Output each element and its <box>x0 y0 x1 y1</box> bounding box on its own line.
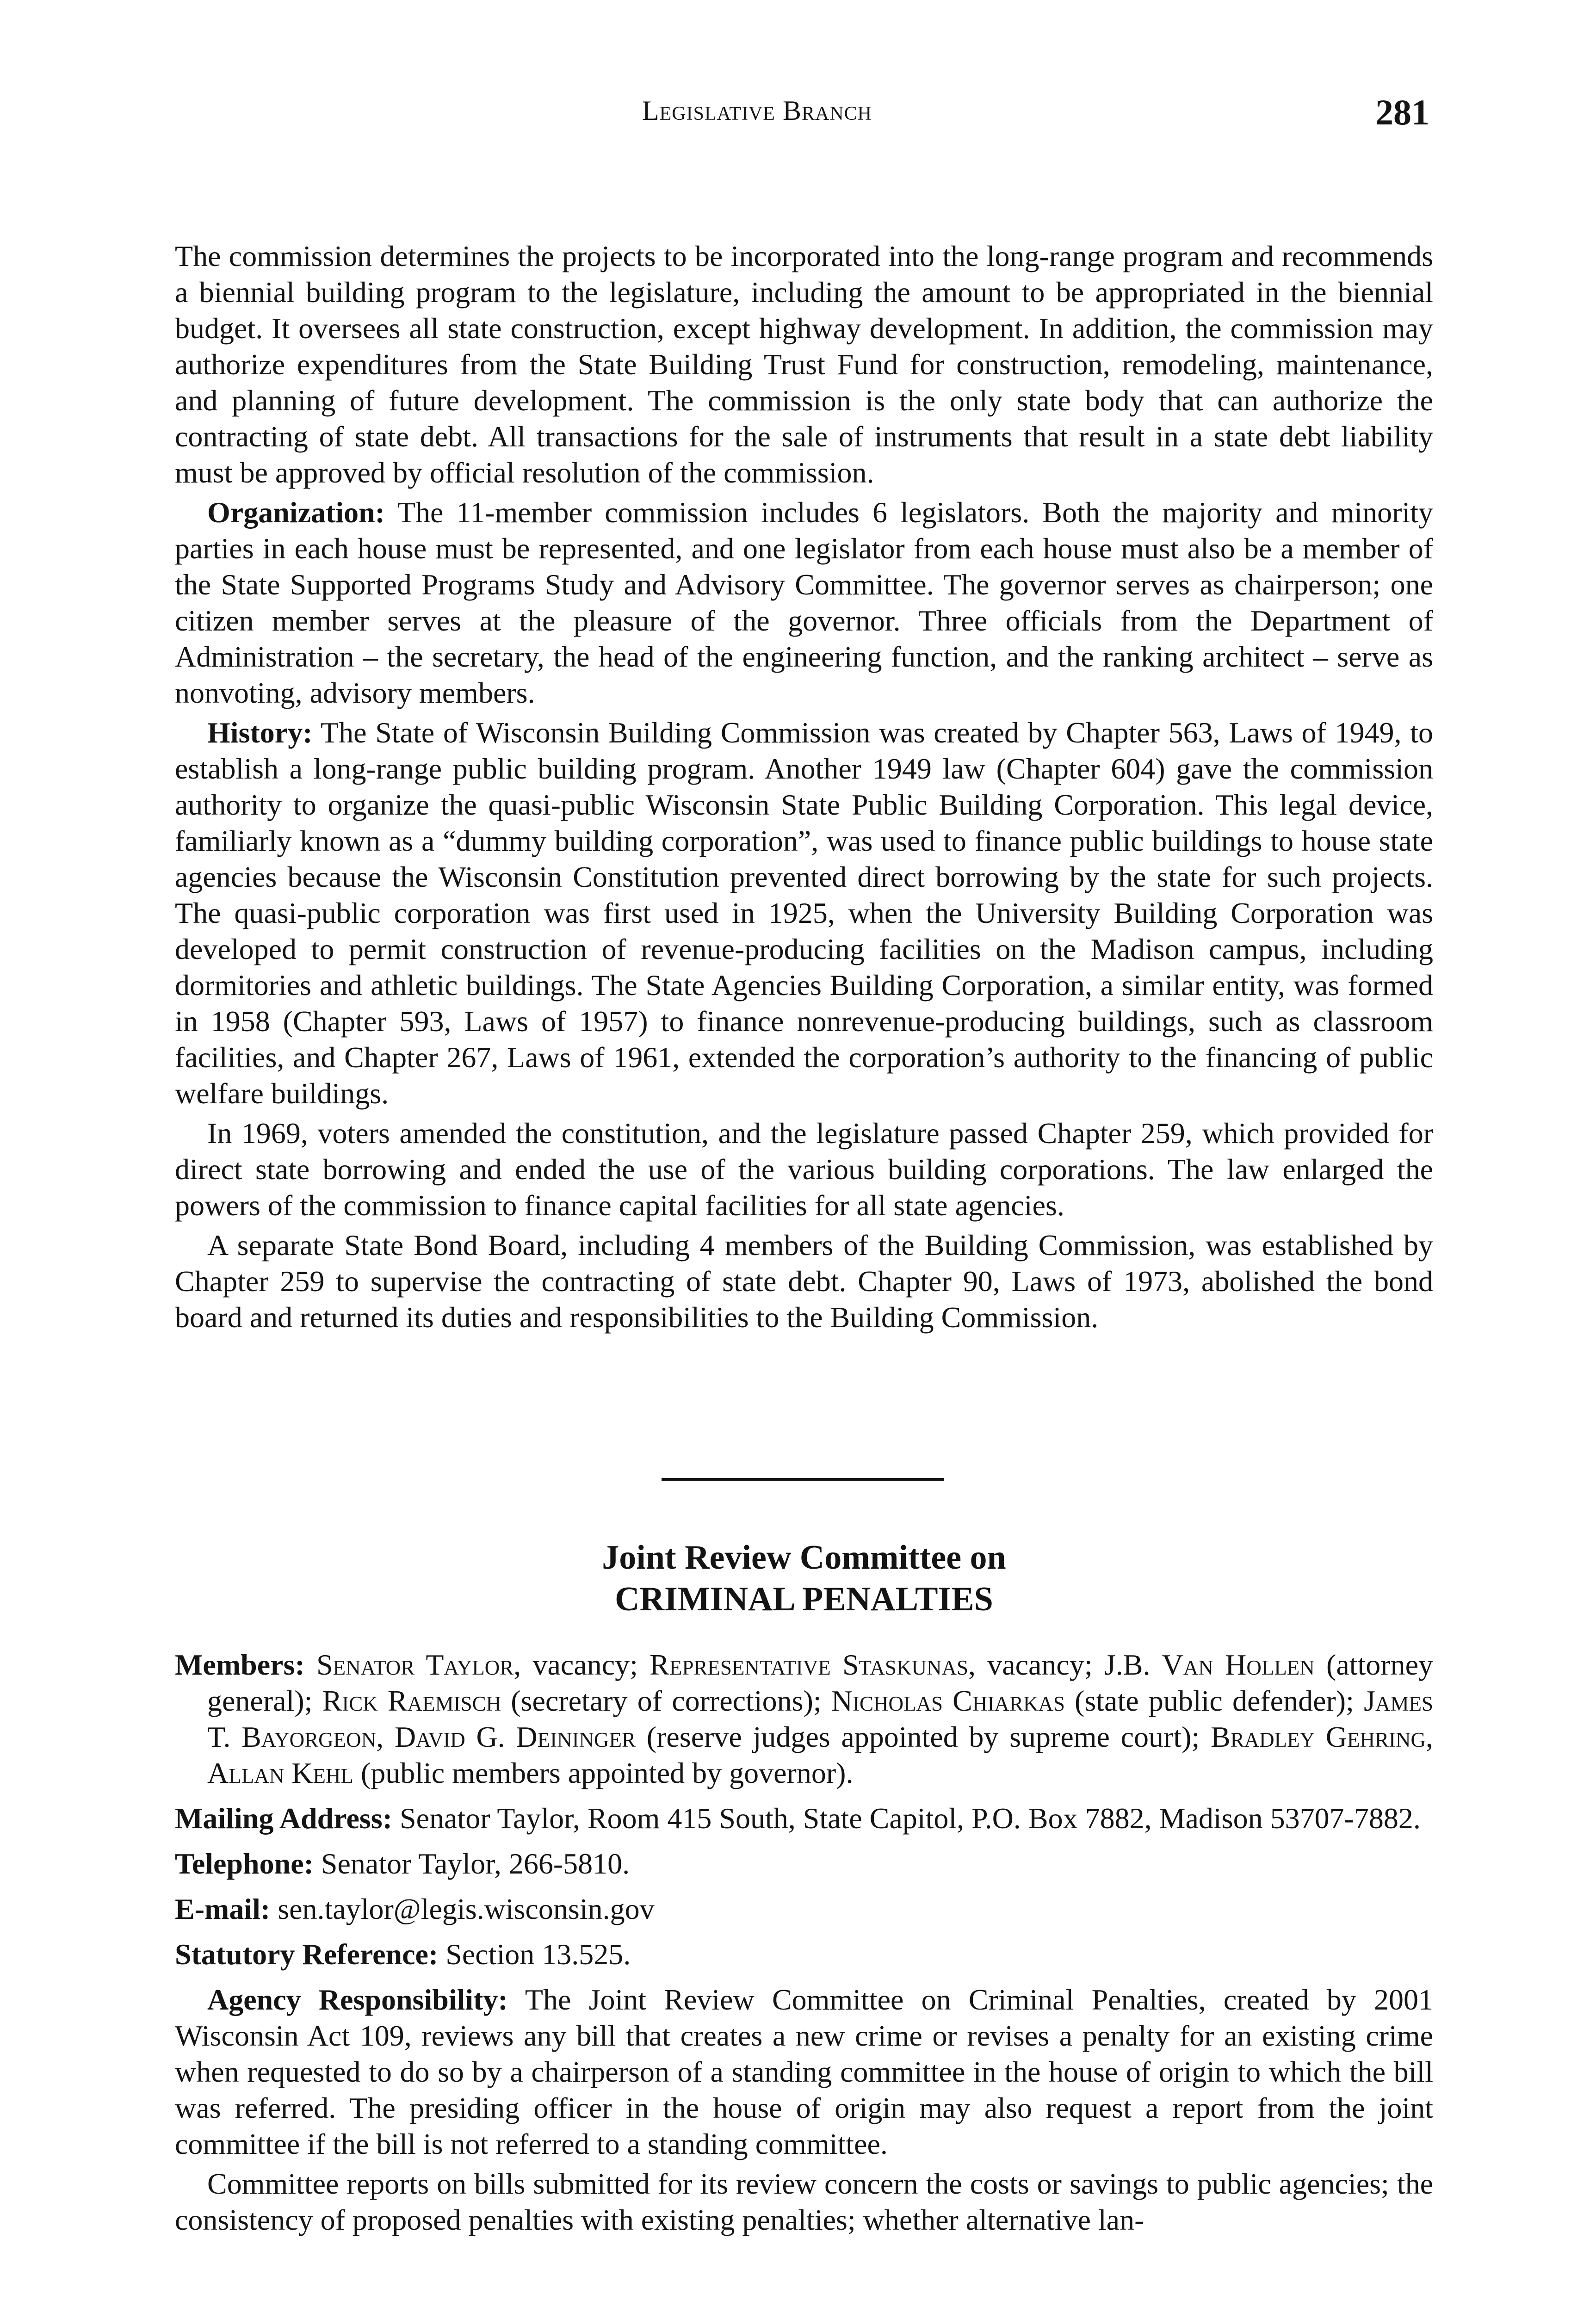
organization-label: Organization: <box>207 496 385 529</box>
committee-reports-paragraph: Committee reports on bills submitted for its review concern the costs or savings to public agencies; the consistency of proposed penalties with existing penalties; whether alternative lan- <box>175 2167 1433 2236</box>
member-name: Bradley Gehring <box>1210 1720 1426 1753</box>
running-head: Legislative Branch <box>642 95 872 126</box>
member-name: Bayorgeon <box>241 1720 377 1753</box>
member-note: (attorney general); <box>207 1648 1434 1717</box>
member-note: , vacancy; J.B. <box>968 1648 1162 1681</box>
member-note: G. <box>465 1720 516 1753</box>
members-label: Members: <box>175 1648 305 1681</box>
section-divider <box>662 1478 944 1481</box>
member-name: James <box>1364 1684 1433 1717</box>
mailing-address-label: Mailing Address: <box>175 1802 392 1835</box>
criminal-penalties-committee-text <box>175 1647 1433 2242</box>
bond-board-paragraph: A separate State Bond Board, including 4 members of the Building Commission, was established by Chapter 259 to supervise the contracting of state debt. Chapter 90, Laws of 1973, abolished the bond board and returned its duties and responsibilities to the Building Commission. <box>175 1229 1433 1334</box>
statutory-reference-entry <box>175 1936 1433 1973</box>
statutory-reference-label: Statutory Reference: <box>175 1938 439 1971</box>
email-entry <box>175 1891 1433 1927</box>
agency-responsibility-text: The Joint Review Committee on Criminal Penalties, created by 2001 Wisconsin Act 109, reviews any bill that creates a new crime or revises a penalty for an existing crime when requested to do so by a chairperson of a standing committee in the house of origin to which the bill was referred. The presiding officer in the house of origin may also request a report from the joint committee if the bill is not referred to a standing committee. <box>175 1983 1434 2160</box>
section-title-line-1: Joint Review Committee on <box>602 1539 1006 1577</box>
member-name: David <box>394 1720 465 1753</box>
page-number: 281 <box>1375 92 1429 132</box>
history-paragraph <box>175 715 1433 1112</box>
telephone-label: Telephone: <box>175 1847 314 1880</box>
member-note: (public members appointed by governor). <box>353 1756 854 1789</box>
statutory-reference-text: Section 13.525. <box>445 1938 631 1971</box>
history-label: History: <box>207 716 313 749</box>
mailing-address-entry <box>175 1800 1433 1837</box>
member-name: Deininger <box>516 1720 636 1753</box>
members-entry <box>175 1647 1433 1791</box>
organization-text: The 11-member commission includes 6 legislators. Both the majority and minority parties in each house must be represented, and one legislator from each house must also be a member of the State Supported Programs Study and Advisory Committee. The governor serves as chairperson; one citizen member serves at the pleasure of the governor. Three officials from the Department of Administration – the secretary, the head of the engineering function, and the ranking architect – serve as nonvoting, advisory members. <box>175 496 1433 709</box>
mailing-address-text: Senator Taylor, Room 415 South, State Capitol, P.O. Box 7882, Madison 53707-7882. <box>400 1802 1421 1835</box>
member-note: , <box>1426 1720 1434 1753</box>
member-note: (state public defender); <box>1064 1684 1364 1717</box>
member-note: , vacancy; <box>513 1648 650 1681</box>
agency-responsibility-label: Agency Responsibility: <box>207 1983 508 2016</box>
building-commission-text <box>175 238 1433 1339</box>
member-note: , <box>376 1720 395 1753</box>
member-note: (secretary of corrections); <box>501 1684 831 1717</box>
member-name: Representative Staskunas <box>650 1648 968 1681</box>
section-title-line-2: CRIMINAL PENALTIES <box>615 1580 993 1618</box>
telephone-text: Senator Taylor, 266-5810. <box>321 1847 630 1880</box>
member-name: Rick Raemisch <box>322 1684 501 1717</box>
commission-intro-paragraph: The commission determines the projects to be incorporated into the long-range program and recommends a biennial building program to the legislature, including the amount to be appropriated in the biennial budget. It oversees all state construction, except highway development. In addition, the commission may authorize expenditures from the State Building Trust Fund for construction, remodeling, maintenance, and planning of future development. The commission is the only state body that can authorize the contracting of state debt. All transactions for the sale of instruments that result in a state debt liability must be approved by official resolution of the commission. <box>175 240 1433 489</box>
member-name: Senator Taylor <box>316 1648 514 1681</box>
organization-paragraph <box>175 495 1433 711</box>
telephone-entry <box>175 1846 1433 1882</box>
history-text: The State of Wisconsin Building Commission was created by Chapter 563, Laws of 1949, to establish a long-range public building program. Another 1949 law (Chapter 604) gave the commission authority to organize the quasi-public Wisconsin State Public Building Corporation. This legal device, familiarly known as a “dummy building corporation”, was used to finance public buildings to house state agencies because the Wisconsin Constitution prevented direct borrowing by the state for such projects. The quasi-public corporation was first used in 1925, when the University Building Corporation was developed to permit construction of revenue-producing facilities on the Madison campus, including dormitories and athletic buildings. The State Agencies Building Corporation, a similar entity, was formed in 1958 (Chapter 593, Laws of 1957) to finance nonrevenue-producing buildings, such as classroom facilities, and Chapter 267, Laws of 1961, extended the corporation’s authority to the financing of public welfare buildings. <box>175 716 1434 1110</box>
member-name: Allan Kehl <box>207 1756 353 1789</box>
member-name: Nicholas Chiarkas <box>831 1684 1065 1717</box>
member-note: (reserve judges appointed by supreme court); <box>636 1720 1211 1753</box>
history-1969-paragraph: In 1969, voters amended the constitution, and the legislature passed Chapter 259, which provided for direct state borrowing and ended the use of the various building corporations. The law enlarged the powers of the commission to finance capital facilities for all state agencies. <box>175 1117 1433 1222</box>
email-text: sen.taylor@legis.wisconsin.gov <box>278 1892 655 1925</box>
member-note: T. <box>207 1720 242 1753</box>
agency-responsibility-paragraph <box>175 1982 1433 2162</box>
email-label: E-mail: <box>175 1892 271 1925</box>
member-name: Van Hollen <box>1162 1648 1315 1681</box>
